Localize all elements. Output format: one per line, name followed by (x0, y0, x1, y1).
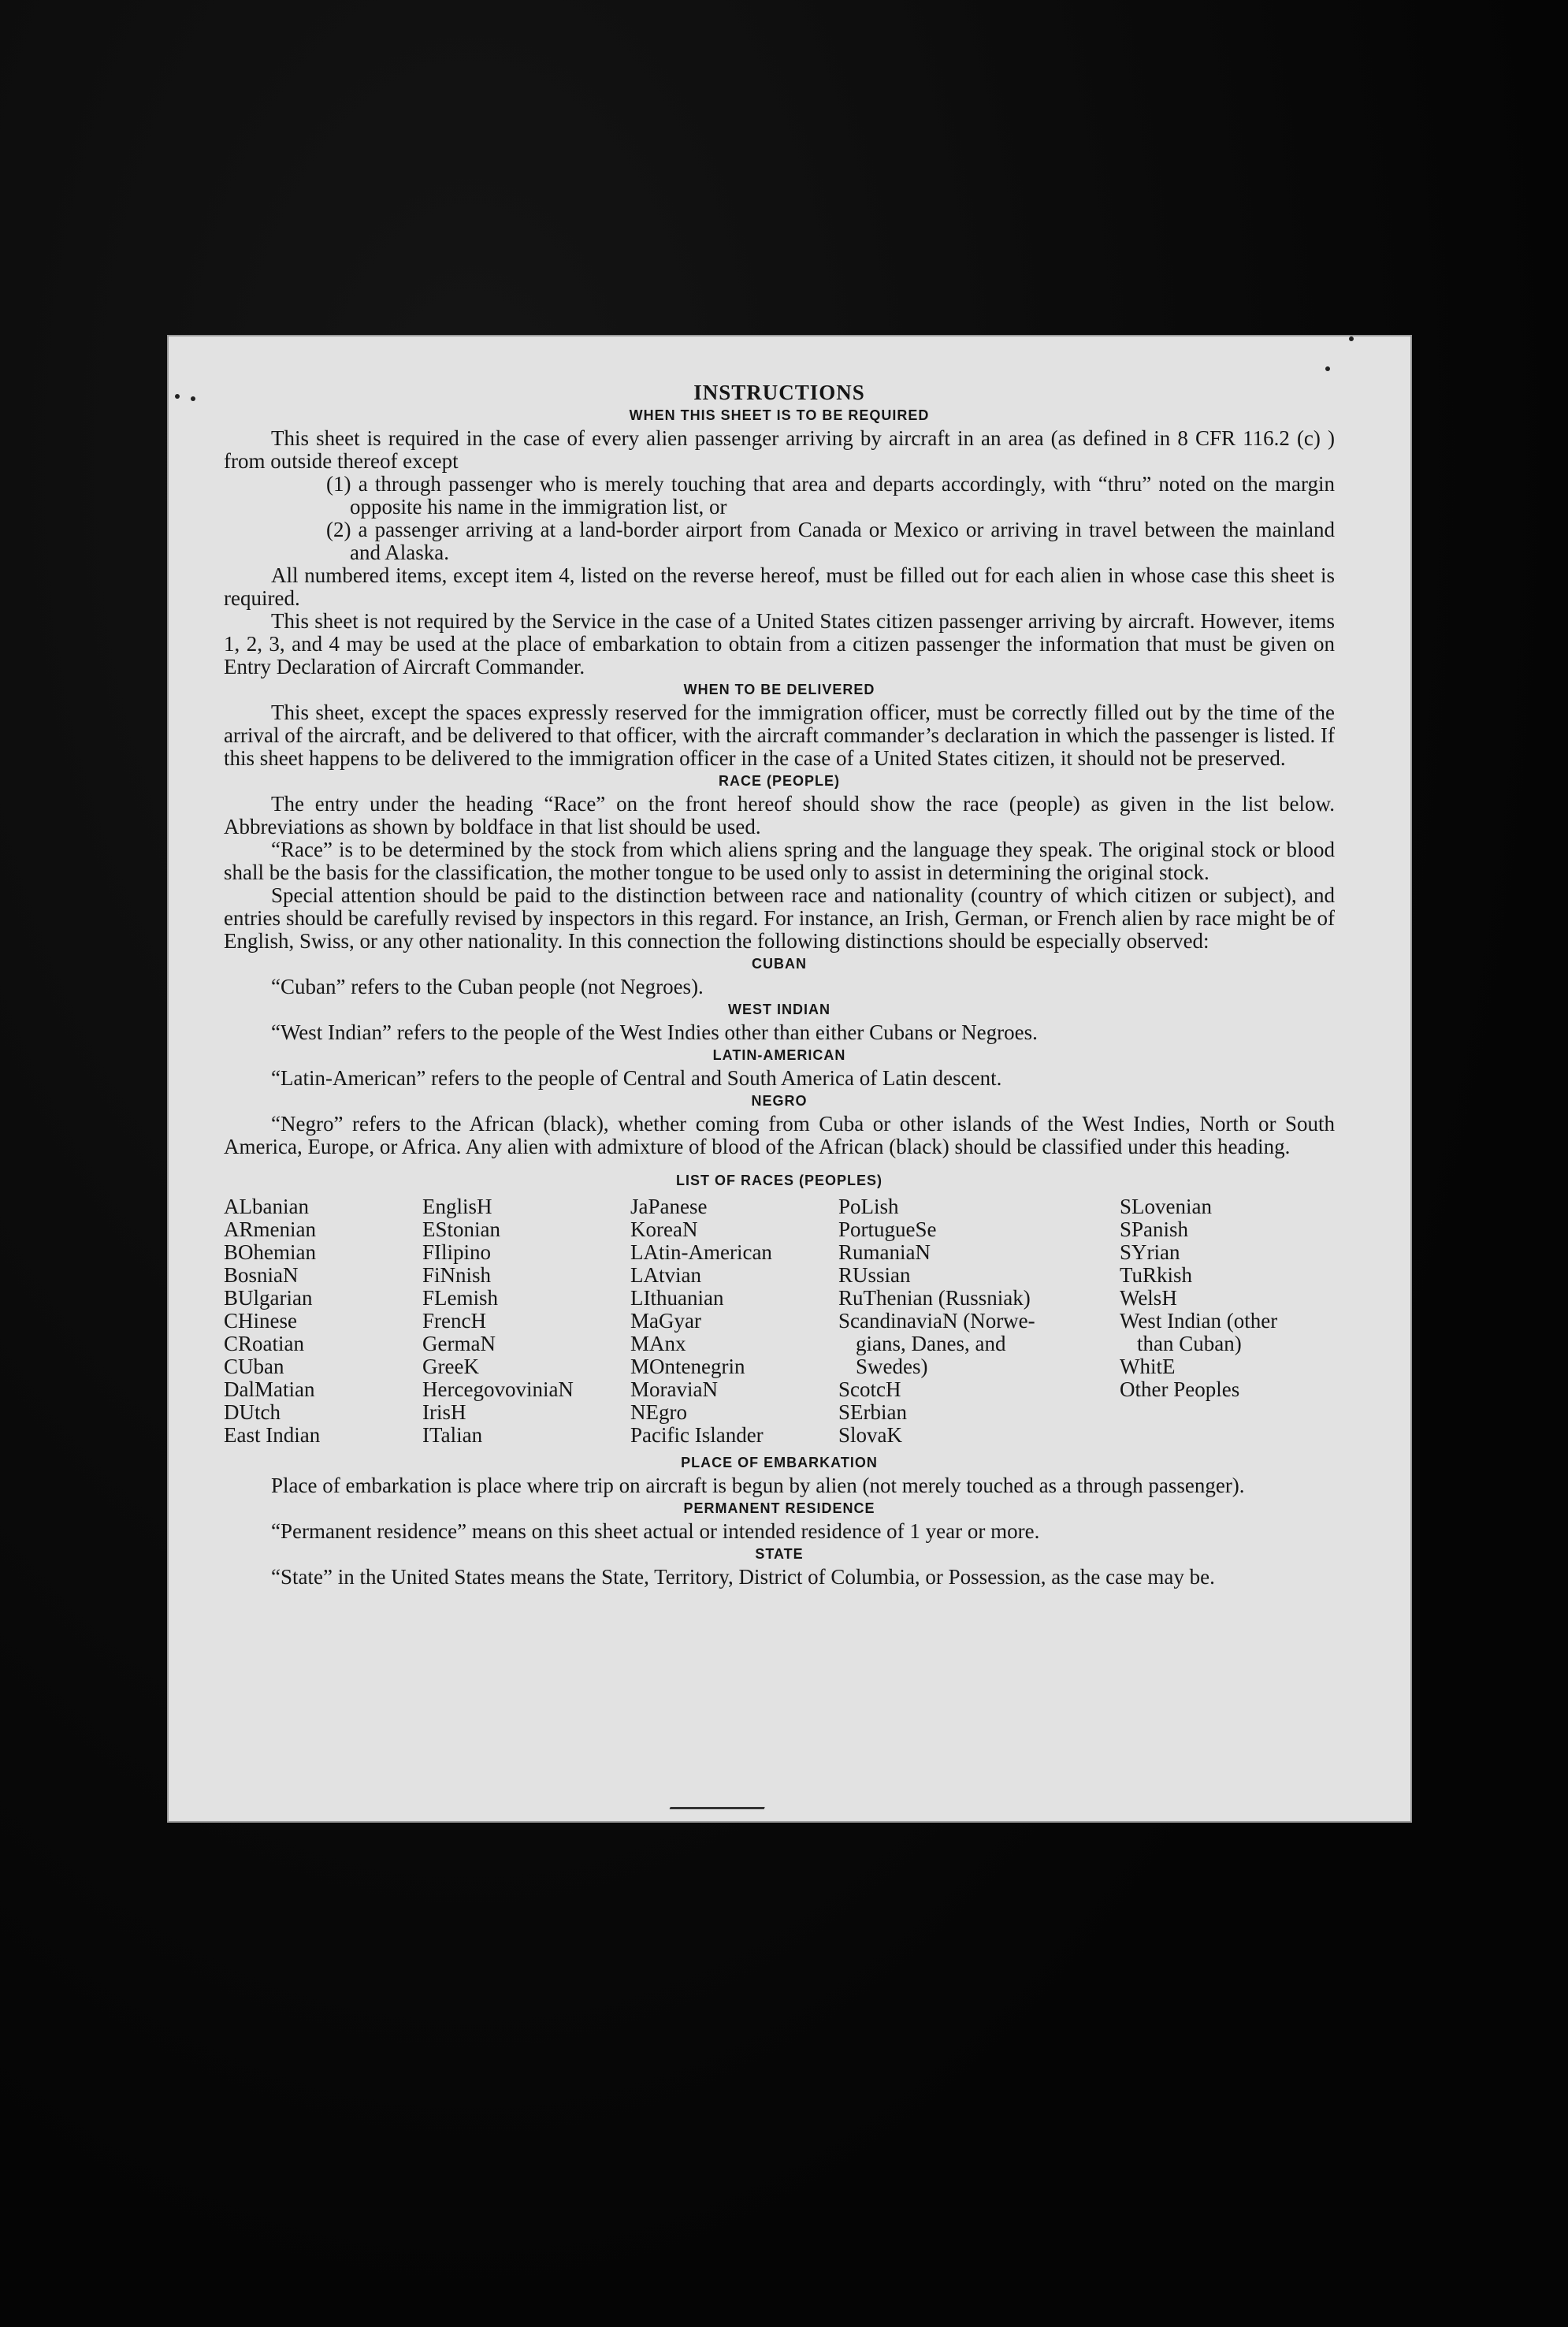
heading-place-of-embarkation: PLACE OF EMBARKATION (681, 1455, 878, 1470)
paragraph: “Race” is to be determined by the stock from which aliens spring and the language they speak. The original stock or blood shall be the basis for the classification, the mother tongue to be used only to assist in determining the original stock. (224, 838, 1335, 884)
race-item: gians, Danes, and (856, 1332, 1006, 1355)
ink-mark (670, 1799, 768, 1809)
race-item: ScotcH (838, 1377, 901, 1401)
heading-cuban: CUBAN (752, 956, 807, 972)
race-item: PortugueSe (838, 1217, 937, 1241)
speck (1349, 336, 1354, 341)
race-item: MaGyar (630, 1309, 701, 1333)
list-item: (2) a passenger arriving at a land-border airport from Canada or Mexico or arriving in travel between the mainland and Alaska. (326, 518, 1335, 564)
heading-latin-american: LATIN-AMERICAN (712, 1047, 846, 1063)
heading-when-delivered: WHEN TO BE DELIVERED (683, 682, 875, 697)
paragraph: “Negro” refers to the African (black), whether coming from Cuba or other islands of the West Indies, North or South America, Europe, or Africa. Any alien with admixture of blood of the African (black) should be classified under this heading. (224, 1112, 1335, 1158)
paragraph: The entry under the heading “Race” on the front hereof should show the race (people) as given in the list below. Abbreviations as shown by boldface in that list should be used. (224, 792, 1335, 838)
speck (1325, 366, 1330, 371)
paragraph: This sheet, except the spaces expressly reserved for the immigration officer, must be correctly filled out by the time of the arrival of the aircraft, and be delivered to that officer, with the aircraft commander’s declaration in which the passenger is listed. If this sheet happens to be delivered to the immigration officer in the case of a United States citizen, it should not be preserved. (224, 701, 1335, 770)
race-item: PoLish (838, 1195, 899, 1218)
race-item: CUban (224, 1355, 284, 1378)
race-item: CHinese (224, 1309, 297, 1333)
race-item: SlovaK (838, 1423, 902, 1447)
races-column-5 (1120, 1195, 1335, 1447)
paragraph: This sheet is not required by the Service in the case of a United States citizen passenger arriving by aircraft. However, items 1, 2, 3, and 4 may be used at the place of embarkation to obtain from a citizen passenger the information that must be given on Entry Declaration of Aircraft Commander. (224, 609, 1335, 678)
heading-negro: NEGRO (751, 1093, 808, 1109)
race-item: Other Peoples (1120, 1377, 1240, 1401)
race-item: FIlipino (422, 1240, 492, 1264)
list-item: (1) a through passenger who is merely touching that area and departs accordingly, with “thru” noted on the margin opposite his name in the immigration list, or (326, 472, 1335, 519)
race-item: ALbanian (224, 1195, 309, 1218)
paragraph: “Cuban” refers to the Cuban people (not Negroes). (271, 975, 704, 998)
paragraph: “State” in the United States means the State, Territory, District of Columbia, or Possession, as the case may be. (271, 1565, 1215, 1589)
race-item: MAnx (630, 1332, 686, 1355)
race-item: SYrian (1120, 1240, 1180, 1264)
race-item: SLovenian (1120, 1195, 1212, 1218)
race-item: MOntenegrin (630, 1355, 745, 1378)
speck (175, 394, 180, 399)
race-item: EStonian (422, 1217, 500, 1241)
heading-race: RACE (PEOPLE) (718, 773, 840, 789)
race-item: WelsH (1120, 1286, 1177, 1310)
race-item: WhitE (1120, 1355, 1176, 1378)
race-item: KoreaN (630, 1217, 698, 1241)
race-item: GreeK (422, 1355, 479, 1378)
race-item: FrencH (422, 1309, 486, 1333)
races-list (224, 1195, 1335, 1447)
race-item: JaPanese (630, 1195, 708, 1218)
document-page (167, 335, 1412, 1823)
heading-when-required: WHEN THIS SHEET IS TO BE REQUIRED (629, 407, 930, 423)
race-item: MoraviaN (630, 1377, 718, 1401)
race-item: BOhemian (224, 1240, 316, 1264)
race-item: ARmenian (224, 1217, 316, 1241)
heading-state: STATE (755, 1546, 804, 1562)
race-item: ScandinaviaN (Norwe- (838, 1309, 1035, 1333)
race-item: HercegovoviniaN (422, 1377, 574, 1401)
races-column-4 (838, 1195, 1120, 1447)
races-column-1 (224, 1195, 422, 1447)
race-item: RUssian (838, 1263, 911, 1287)
race-item: IrisH (422, 1400, 466, 1424)
race-item: DalMatian (224, 1377, 315, 1401)
heading-list-of-races: LIST OF RACES (PEOPLES) (675, 1173, 883, 1188)
heading-west-indian: WEST INDIAN (728, 1002, 830, 1017)
race-item: East Indian (224, 1423, 321, 1447)
race-item: RuThenian (Russniak) (838, 1286, 1031, 1310)
race-item: ITalian (422, 1423, 483, 1447)
paragraph: “Latin-American” refers to the people of Central and South America of Latin descent. (271, 1066, 1002, 1090)
race-item: BUlgarian (224, 1286, 313, 1310)
race-item: EnglisH (422, 1195, 492, 1218)
paragraph: “West Indian” refers to the people of the West Indies other than either Cubans or Negroes. (271, 1020, 1038, 1044)
race-item: CRoatian (224, 1332, 304, 1355)
race-item: DUtch (224, 1400, 281, 1424)
speck (191, 396, 195, 401)
race-item: SErbian (838, 1400, 907, 1424)
paragraph: Special attention should be paid to the distinction between race and nationality (country of which citizen or subject), and entries should be carefully revised by inspectors in this regard. For instance, an Irish, German, or French alien by race might be of English, Swiss, or any other nationality. In this connection the following distinctions should be especially observed: (224, 883, 1335, 953)
race-item: SPanish (1120, 1217, 1189, 1241)
race-item: LAtin-American (630, 1240, 772, 1264)
race-item: than Cuban) (1137, 1332, 1242, 1355)
heading-permanent-residence: PERMANENT RESIDENCE (683, 1500, 875, 1516)
paragraph: All numbered items, except item 4, listed on the reverse hereof, must be filled out for each alien in whose case this sheet is required. (224, 563, 1335, 610)
races-column-3 (630, 1195, 838, 1447)
race-item: NEgro (630, 1400, 687, 1424)
race-item: Swedes) (856, 1355, 928, 1378)
paragraph: Place of embarkation is place where trip on aircraft is begun by alien (not merely touched as a through passenger). (271, 1474, 1245, 1497)
race-item: GermaN (422, 1332, 496, 1355)
race-item: TuRkish (1120, 1263, 1193, 1287)
instructions-text (224, 381, 1335, 1589)
race-item: West Indian (other (1120, 1309, 1278, 1333)
race-item: LIthuanian (630, 1286, 724, 1310)
race-item: RumaniaN (838, 1240, 931, 1264)
race-item: BosniaN (224, 1263, 299, 1287)
page-title: INSTRUCTIONS (693, 381, 865, 404)
paragraph: This sheet is required in the case of every alien passenger arriving by aircraft in an area (as defined in 8 CFR 116.2 (c) ) from outside thereof except (224, 426, 1335, 473)
race-item: FLemish (422, 1286, 499, 1310)
paragraph: “Permanent residence” means on this sheet actual or intended residence of 1 year or more. (271, 1519, 1040, 1543)
race-item: LAtvian (630, 1263, 701, 1287)
race-item: FiNnish (422, 1263, 492, 1287)
races-column-2 (422, 1195, 630, 1447)
race-item: Pacific Islander (630, 1423, 764, 1447)
